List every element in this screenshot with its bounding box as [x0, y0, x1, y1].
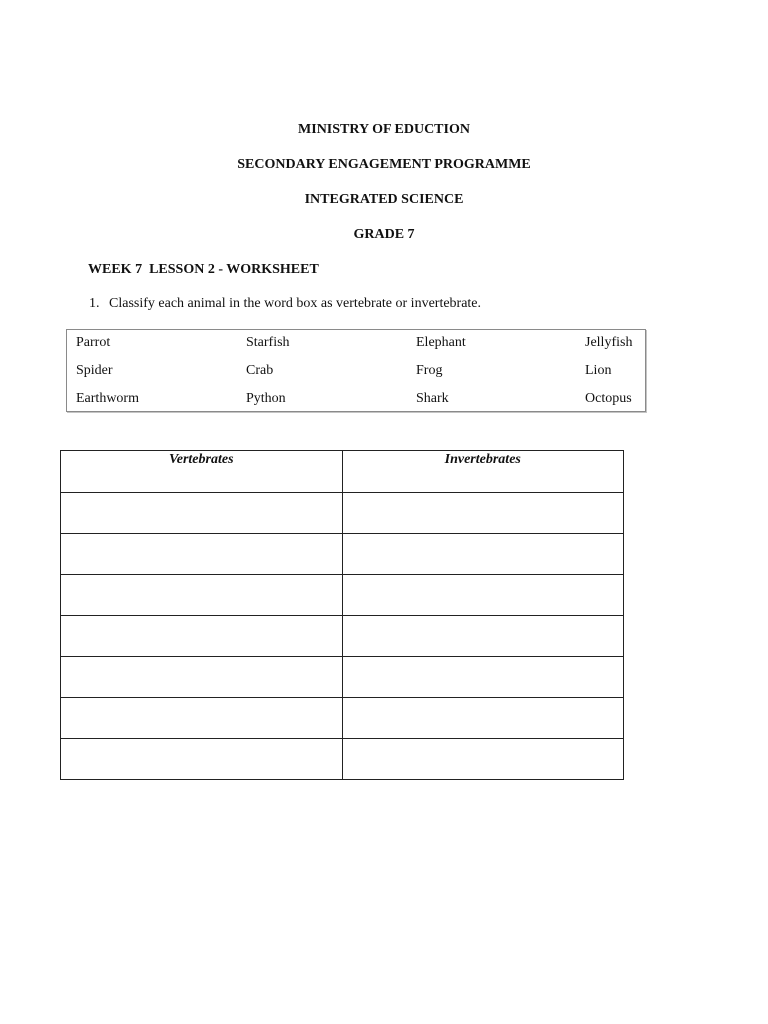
word-box-item: Starfish [246, 335, 290, 350]
word-box-item: Frog [416, 363, 443, 378]
vertebrate-answer-cell[interactable] [61, 657, 343, 698]
invertebrate-answer-cell[interactable] [342, 534, 624, 575]
classification-table [60, 450, 624, 780]
word-box-item: Crab [246, 363, 274, 378]
invertebrate-answer-cell[interactable] [342, 657, 624, 698]
table-row [61, 534, 624, 575]
word-box-item: Earthworm [76, 391, 139, 406]
word-box-item: Python [246, 391, 286, 406]
question-1 [89, 295, 481, 313]
vertebrate-answer-cell[interactable] [61, 698, 343, 739]
word-box-item: Parrot [76, 335, 111, 350]
table-row [61, 575, 624, 616]
vertebrates-column-header: Vertebrates [61, 451, 343, 493]
vertebrate-answer-cell[interactable] [61, 739, 343, 780]
invertebrate-answer-cell[interactable] [342, 493, 624, 534]
vertebrate-answer-cell[interactable] [61, 493, 343, 534]
ministry-heading: MINISTRY OF EDUCTION [298, 122, 470, 137]
grade-heading: GRADE 7 [353, 227, 415, 242]
invertebrate-answer-cell[interactable] [342, 698, 624, 739]
programme-heading: SECONDARY ENGAGEMENT PROGRAMME [237, 157, 531, 172]
invertebrate-answer-cell[interactable] [342, 575, 624, 616]
question-text: Classify each animal in the word box as vertebrate or invertebrate. [109, 296, 482, 311]
table-row [61, 698, 624, 739]
animal-word-box [66, 329, 646, 412]
table-row [61, 657, 624, 698]
word-box-item: Jellyfish [585, 335, 633, 350]
invertebrates-column-header: Invertebrates [342, 451, 624, 493]
word-box-item: Spider [76, 363, 113, 378]
vertebrate-answer-cell[interactable] [61, 616, 343, 657]
table-row [61, 493, 624, 534]
invertebrate-answer-cell[interactable] [342, 739, 624, 780]
vertebrate-answer-cell[interactable] [61, 575, 343, 616]
word-box-item: Lion [585, 363, 612, 378]
invertebrate-answer-cell[interactable] [342, 616, 624, 657]
vertebrate-answer-cell[interactable] [61, 534, 343, 575]
table-header-row [61, 451, 624, 493]
lesson-title: WEEK 7 LESSON 2 - WORKSHEET [88, 262, 319, 277]
subject-heading: INTEGRATED SCIENCE [304, 192, 464, 207]
question-number: 1. [89, 296, 100, 311]
word-box-item: Octopus [585, 391, 632, 406]
word-box-item: Shark [416, 391, 449, 406]
table-row [61, 739, 624, 780]
word-box-item: Elephant [416, 335, 466, 350]
table-row [61, 616, 624, 657]
